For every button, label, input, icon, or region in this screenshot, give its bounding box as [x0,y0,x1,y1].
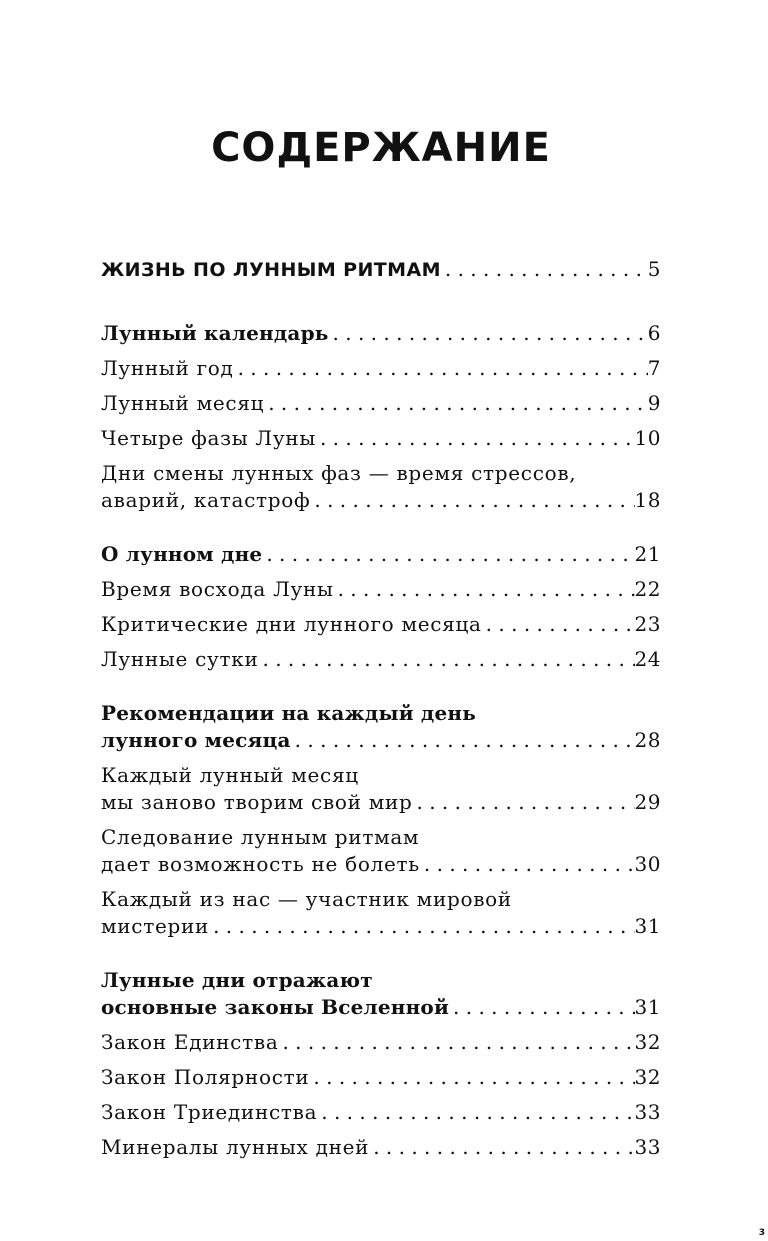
dot-leader [482,611,635,638]
dot-leader [259,646,635,673]
dot-leader [329,320,648,347]
dot-leader [369,1134,634,1161]
dot-leader [316,425,635,452]
toc-page-number: 31 [634,995,661,1019]
toc-page-number: 9 [647,391,661,415]
toc-group-lunar-calendar [101,320,661,514]
toc-entry[interactable] [101,320,661,347]
toc-page-number: 29 [634,790,661,814]
toc-entry-first-line: Следование лунным ритмам [101,825,420,849]
toc-entry-first-line: Лунные дни отражают [101,968,373,992]
toc-page-number: 33 [634,1100,661,1124]
toc-page-number: 22 [634,577,661,601]
toc-entry-label: Лунный календарь [101,321,329,345]
toc-entry-label: мистерии [101,914,210,938]
toc-entry[interactable] [101,967,661,1021]
toc-entry-label: ЖИЗНЬ ПО ЛУННЫМ РИТМАМ [101,259,441,281]
toc-entry[interactable] [101,1134,661,1161]
toc-entry-label: Лунный год [101,356,234,380]
toc-entry-first-line: Каждый из нас — участник мировой [101,887,512,911]
toc-entry-label: дает возможность не болеть [101,852,420,876]
toc-entry-label: мы заново творим свой мир [101,790,413,814]
toc-entry-label: Закон Триединства [101,1100,318,1124]
dot-leader [420,851,635,878]
toc-page-number: 7 [647,356,661,380]
toc-entry[interactable] [101,1099,661,1126]
dot-leader [209,913,634,940]
toc-entry-label: лунного месяца [101,728,291,752]
dot-leader [278,1029,634,1056]
toc-group-recommendations [101,700,661,940]
toc-entry-label: Критические дни лунного месяца [101,612,482,636]
toc-entry-label: основные законы Вселенной [101,995,450,1019]
toc-page-number: 33 [634,1135,661,1159]
toc-group-laws [101,967,661,1161]
toc-entry[interactable] [101,611,661,638]
dot-leader [441,252,648,286]
dot-leader [449,994,635,1021]
toc-entry[interactable] [101,390,661,417]
toc-page-number: 32 [634,1030,661,1054]
toc-page-number: 18 [634,488,661,512]
toc-page-number: 30 [634,852,661,876]
toc-entry[interactable] [101,646,661,673]
toc-entry[interactable] [101,700,661,754]
dot-leader [334,576,635,603]
toc-page-number: 24 [634,647,661,671]
dot-leader [264,390,648,417]
toc-entry-label: Лунный месяц [101,391,265,415]
toc-entry-label: Закон Единства [101,1030,279,1054]
toc-entry-label: Время восхода Луны [101,577,334,601]
toc-entry-label: Четыре фазы Луны [101,426,316,450]
dot-leader [317,1099,634,1126]
dot-leader [310,487,634,514]
toc-page-number: 32 [634,1065,661,1089]
toc-entry[interactable] [101,886,661,940]
toc-entry[interactable] [101,460,661,514]
toc-entry[interactable] [101,425,661,452]
toc-entry-first-line: Дни смены лунных фаз — время стрессов, [101,461,577,485]
toc-entry[interactable] [101,1064,661,1091]
toc-entry[interactable] [101,576,661,603]
toc-page-number: 5 [647,257,661,281]
toc-entry-label: Минералы лунных дней [101,1135,370,1159]
toc-page-number: 21 [634,542,661,566]
dot-leader [291,727,635,754]
toc-page-number: 10 [634,426,661,450]
dot-leader [309,1064,634,1091]
toc-entry[interactable] [101,355,661,382]
toc-entry-label: аварий, катастроф [101,488,311,512]
toc-entry-first-line: Каждый лунный месяц [101,763,359,787]
toc-group-lunar-day [101,541,661,673]
table-of-contents [101,252,661,1161]
toc-entry-label: О лунном дне [101,542,263,566]
page-folio-number: 3 [758,1228,765,1238]
dot-leader [234,355,648,382]
page-title: СОДЕРЖАНИЕ [211,125,551,171]
toc-page-number: 23 [634,612,661,636]
dot-leader [412,789,634,816]
toc-page-number: 6 [647,321,661,345]
toc-entry[interactable] [101,541,661,568]
toc-page-number: 31 [634,914,661,938]
toc-entry-main[interactable] [101,252,661,287]
toc-entry-first-line: Рекомендации на каждый день [101,701,476,725]
toc-entry[interactable] [101,1029,661,1056]
toc-entry[interactable] [101,824,661,878]
toc-entry[interactable] [101,762,661,816]
dot-leader [262,541,634,568]
toc-entry-label: Закон Полярности [101,1065,310,1089]
toc-entry-label: Лунные сутки [101,647,259,671]
toc-page-number: 28 [634,728,661,752]
